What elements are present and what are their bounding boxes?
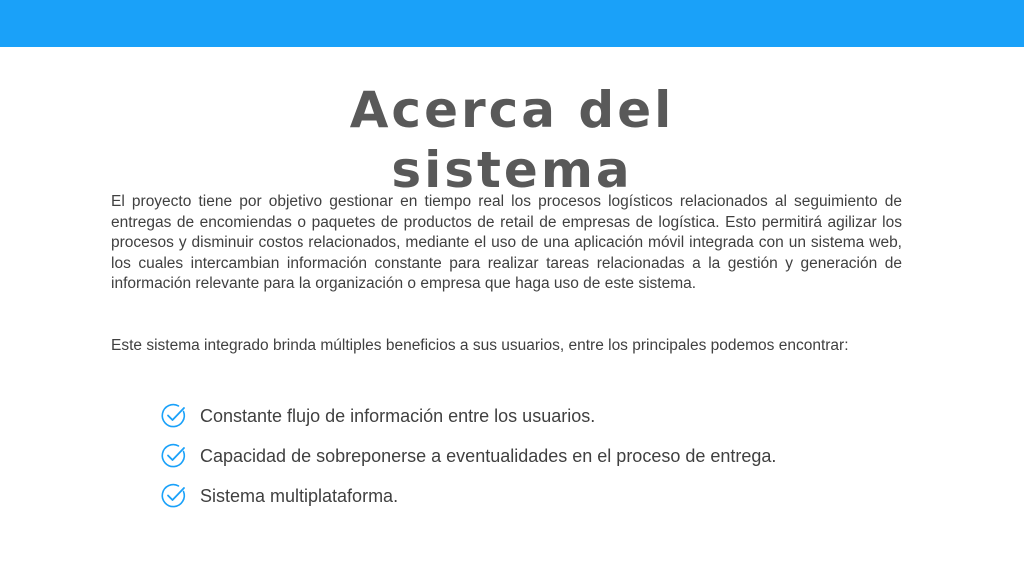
slide-title: Acerca del sistema xyxy=(349,81,675,199)
list-item-label: Constante flujo de información entre los usuarios. xyxy=(200,405,596,426)
check-circle-icon xyxy=(160,482,188,510)
top-accent-bar xyxy=(0,0,1024,47)
list-item xyxy=(160,396,920,436)
list-item xyxy=(160,436,920,476)
list-item-label: Capacidad de sobreponerse a eventualidades en el proceso de entrega. xyxy=(200,445,777,466)
intro-paragraph: El proyecto tiene por objetivo gestionar en tiempo real los procesos logísticos relacionados al seguimiento de entregas de encomiendas o paquetes de productos de retail de empresas de logística. Esto permitirá agilizar los procesos y disminuir costos relacionados, mediante el uso de una aplicación móvil integrada con un sistema web, los cuales intercambian información constante para realizar tareas relacionadas a la gestión y generación de información relevante para la organización o empresa que haga uso de este sistema. xyxy=(111,193,902,293)
check-circle-icon xyxy=(160,402,188,430)
check-circle-icon xyxy=(160,442,188,470)
list-item-label: Sistema multiplataforma. xyxy=(200,485,399,506)
list-item xyxy=(160,476,920,516)
benefits-intro-paragraph: Este sistema integrado brinda múltiples beneficios a sus usuarios, entre los principales podemos encontrar: xyxy=(111,337,849,354)
benefits-list xyxy=(160,396,920,516)
